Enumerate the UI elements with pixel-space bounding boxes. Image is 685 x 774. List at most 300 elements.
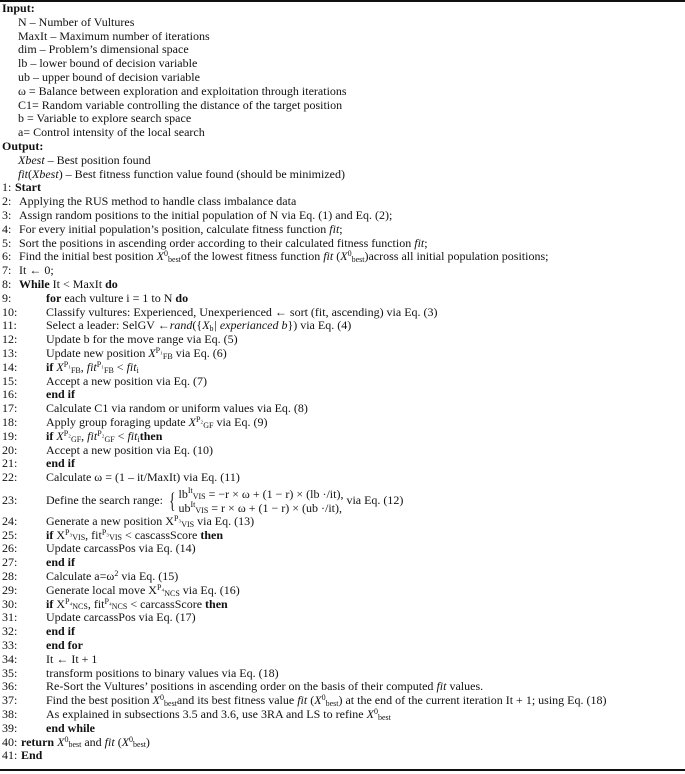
algorithm-line (2, 416, 682, 430)
line-number: 20: (2, 442, 18, 457)
superscript: 0 (321, 693, 326, 703)
algorithm-line (2, 430, 682, 444)
text-segment: and (81, 734, 105, 749)
text-segment: fit (86, 359, 97, 374)
line-number: 8: (2, 276, 12, 291)
text-segment: | experianced b (213, 318, 288, 333)
text-segment: Generate a new position X (46, 513, 174, 528)
input-item-text: b = Variable to explore search space (18, 111, 192, 126)
text-segment: ( (114, 734, 122, 749)
text-segment: via Eq. (15) (118, 569, 179, 584)
line-text (19, 223, 343, 237)
input-item-text: N – Number of Vultures (18, 14, 135, 29)
line-text (19, 209, 392, 223)
text-segment: then (200, 527, 224, 542)
text-segment: X (152, 693, 161, 708)
output-list (2, 154, 682, 182)
text-segment: Accept a new position via Eq. (7) (46, 373, 207, 388)
superscript: P₂ (195, 414, 204, 424)
line-text (46, 680, 483, 694)
text-segment: Find the best position (46, 693, 153, 708)
input-item (2, 112, 682, 126)
line-number: 10: (2, 304, 18, 319)
text-segment: End (21, 748, 43, 763)
text-segment: each vulture i = 1 to N (61, 290, 176, 305)
algorithm-line (2, 736, 682, 750)
line-text (46, 653, 97, 667)
algorithm-line (2, 653, 682, 667)
text-segment: < (114, 428, 128, 443)
subscript: NCS (164, 588, 180, 598)
input-item (2, 99, 682, 113)
output-heading-row (2, 140, 682, 154)
text-segment: fit (323, 249, 334, 264)
text-segment: fit (414, 235, 425, 250)
text-segment: X (314, 693, 322, 708)
text-segment: via Eq. (6) (172, 345, 227, 360)
line-text (46, 611, 196, 625)
text-segment: Select a leader: SelGV ← (46, 318, 170, 333)
input-item (2, 57, 682, 71)
text-segment: X (56, 359, 64, 374)
text-segment: Calculate C1 via random or uniform values via Eq. (8) (46, 401, 308, 416)
superscript: P₃ (173, 513, 182, 523)
line-text (46, 570, 178, 584)
input-item-text: a= Control intensity of the local search (18, 125, 205, 140)
line-text (46, 515, 254, 529)
line-number: 32: (2, 624, 18, 639)
line-number: 17: (2, 401, 18, 416)
line-text (46, 542, 196, 556)
line-text (46, 639, 83, 653)
algorithm-line (2, 237, 682, 251)
subscript: FB (70, 365, 81, 375)
line-number: 23: (2, 492, 18, 507)
text-segment: ({ (192, 318, 203, 333)
subscript: best (351, 255, 365, 265)
line-number: 38: (2, 707, 18, 722)
text-segment: fit (436, 679, 447, 694)
line-number: 16: (2, 387, 18, 402)
algorithm-line (2, 722, 682, 736)
algorithm-line (2, 402, 682, 416)
subscript: i (137, 434, 140, 444)
algorithm-line (2, 570, 682, 584)
text-segment: Re-Sort the Vultures’ positions in ascending order on the basis of their computed (46, 679, 437, 694)
line-number: 27: (2, 555, 18, 570)
text-segment: Update b for the move range via Eq. (5) (46, 332, 238, 347)
text-segment: For every initial population’s position, calculate fitness function (19, 221, 330, 236)
text-segment: fit (329, 221, 340, 236)
text-segment: Xbest (18, 152, 45, 167)
line-text (46, 625, 75, 639)
text-segment: X (188, 414, 196, 429)
algorithm-line (2, 292, 682, 306)
superscript: 0 (347, 249, 352, 259)
text-segment: Accept a new position via Eq. (10) (46, 442, 213, 457)
algorithm-line (2, 708, 682, 722)
text-segment: }) via Eq. (4) (287, 318, 352, 333)
line-text (19, 264, 54, 278)
text-segment: values. (446, 679, 484, 694)
algorithm-line (2, 625, 682, 639)
text-segment: if (46, 428, 57, 443)
algorithm-line (2, 584, 682, 598)
text-segment: via Eq. (12) (343, 492, 404, 507)
line-number: 36: (2, 679, 18, 694)
line-number: 5: (2, 235, 12, 250)
algorithm-line (2, 444, 682, 458)
input-item (2, 30, 682, 44)
line-number: 19: (2, 428, 18, 443)
text-segment: then (139, 428, 163, 443)
line-number: 22: (2, 470, 18, 485)
line-text (15, 181, 41, 195)
line-text (46, 556, 75, 570)
line-number: 40: (2, 734, 18, 749)
algorithm-line (2, 195, 682, 209)
text-segment: fit (104, 734, 115, 749)
line-number: 9: (2, 290, 12, 305)
algorithm-line (2, 680, 682, 694)
line-text (46, 319, 351, 333)
text-segment: Start (15, 180, 41, 195)
text-segment: Generate local move X (46, 582, 157, 597)
line-number: 41: (2, 748, 18, 763)
text-segment: do (105, 276, 118, 291)
superscript: P₂ (63, 428, 71, 438)
text-segment: end while (46, 720, 96, 735)
subscript: FB (162, 351, 173, 361)
line-number: 18: (2, 414, 18, 429)
line-text (46, 333, 238, 347)
line-text (46, 722, 95, 736)
subscript: best (133, 740, 146, 750)
line-text (46, 375, 207, 389)
text-segment: rand (169, 318, 193, 333)
text-segment: do (175, 290, 189, 305)
output-heading: Output: (2, 138, 44, 153)
algorithm-line (2, 319, 682, 333)
superscript: P₄ (156, 582, 165, 592)
line-text (46, 402, 308, 416)
text-segment: , (81, 428, 88, 443)
line-number: 14: (2, 359, 18, 374)
line-text (46, 485, 403, 515)
line-number: 26: (2, 541, 18, 556)
line-text (46, 306, 438, 320)
text-segment: < carcassScore (127, 596, 206, 611)
line-text (19, 250, 548, 264)
superscript: It (187, 486, 193, 496)
superscript: 0 (373, 707, 378, 717)
text-segment: if (46, 596, 57, 611)
line-number: 31: (2, 610, 18, 625)
algorithm-line (2, 542, 682, 556)
superscript: 0 (164, 249, 169, 259)
text-segment: Classify vultures: Experienced, Unexperienced ← sort (fit, ascending) via Eq. (3) (46, 304, 438, 319)
subscript: GF (70, 434, 82, 444)
line-text (46, 584, 240, 598)
subscript: VIS (192, 492, 206, 502)
text-segment: return (21, 734, 58, 749)
text-segment: ) (145, 734, 150, 749)
text-segment: X (57, 734, 65, 749)
algorithm-line (2, 667, 682, 681)
input-item (2, 43, 682, 57)
algorithm-line (2, 529, 682, 543)
text-segment: of the lowest fitness function (180, 249, 324, 264)
line-text (46, 457, 75, 471)
input-item (2, 126, 682, 140)
text-segment: It ← It + 1 (46, 651, 98, 666)
line-text (46, 471, 240, 485)
subscript: best (68, 740, 82, 750)
line-number: 37: (2, 693, 18, 708)
text-segment: Xbest (32, 166, 59, 181)
input-item-text: ω = Balance between exploration and exploitation through iterations (18, 83, 347, 98)
text-segment: and its best fitness value (176, 693, 298, 708)
algorithm-line (2, 598, 682, 612)
line-text (46, 416, 267, 430)
line-text (46, 388, 75, 402)
input-item-text: C1= Random variable controlling the distance of the target position (18, 97, 343, 112)
line-text (19, 195, 296, 209)
text-segment: ( (28, 166, 33, 181)
text-segment: Calculate ω = (1 – it/MaxIt) via Eq. (11) (46, 470, 240, 485)
text-segment: end if (46, 624, 76, 639)
line-number: 15: (2, 373, 18, 388)
text-segment: end if (46, 387, 76, 402)
algorithm-line (2, 749, 682, 763)
text-segment: Define the search range: (46, 492, 166, 507)
text-segment: ( (333, 249, 341, 264)
input-list (2, 16, 682, 140)
output-item (2, 168, 682, 182)
text-segment: fit (87, 428, 98, 443)
subscript: best (325, 699, 339, 709)
line-text (21, 749, 42, 763)
text-segment: Update new position (46, 345, 149, 360)
superscript: 2 (114, 569, 119, 579)
superscript: P₂ (97, 428, 105, 438)
line-number: 30: (2, 596, 18, 611)
superscript: P₄ (65, 596, 73, 606)
text-segment: fit (18, 166, 29, 181)
superscript: 0 (160, 693, 165, 703)
algorithm-line (2, 611, 682, 625)
line-text (19, 237, 428, 251)
line-number: 3: (2, 207, 12, 222)
text-segment: X (56, 527, 66, 542)
algorithm-line (2, 306, 682, 320)
input-item-text: lb – lower bound of decision variable (18, 56, 198, 71)
line-number: 12: (2, 332, 18, 347)
text-segment: )across all initial population positions; (364, 249, 549, 264)
line-number: 11: (2, 318, 17, 333)
subscript: VIS (181, 519, 195, 529)
text-segment: < cascassScore (121, 527, 201, 542)
subscript: NCS (111, 602, 128, 612)
line-text (46, 667, 279, 681)
algorithm-lines (2, 181, 682, 763)
line-number: 7: (2, 263, 12, 278)
line-text (46, 292, 188, 306)
text-segment: Calculate a=ω (46, 569, 115, 584)
text-segment: Assign random positions to the initial population of N via Eq. (1) and Eq. (2); (19, 207, 393, 222)
brace-symbol: { (169, 488, 176, 514)
line-text (21, 736, 150, 750)
line-number: 2: (2, 194, 12, 209)
algorithm-line (2, 333, 682, 347)
text-segment: ub (178, 501, 191, 516)
output-item-text (18, 154, 151, 168)
text-segment: Apply group foraging update (46, 414, 189, 429)
superscript: P₁ (155, 345, 163, 355)
line-text (19, 278, 118, 292)
text-segment: X (56, 428, 64, 443)
algorithm-block (2, 2, 682, 763)
superscript: 0 (129, 734, 134, 744)
algorithm-line (2, 515, 682, 529)
subscript: FB (104, 365, 114, 375)
algorithm-line (2, 181, 682, 195)
text-segment: It < MaxIt (49, 276, 106, 291)
algorithm-line (2, 347, 682, 361)
line-number: 4: (2, 221, 12, 236)
superscript: P₃ (65, 527, 73, 537)
text-segment: ; (339, 221, 343, 236)
line-number: 1: (2, 180, 12, 195)
text-segment: X (148, 345, 156, 360)
algorithm-line (2, 694, 682, 708)
line-number: 21: (2, 456, 18, 471)
input-item (2, 85, 682, 99)
algorithm-line (2, 457, 682, 471)
text-segment: ) at the end of the current iteration It + 1; using Eq. (18) (338, 693, 607, 708)
algorithm-line (2, 375, 682, 389)
input-item-text: ub – upper bound of decision variable (18, 69, 200, 84)
text-segment: via Eq. (16) (179, 582, 240, 597)
input-item-text: dim – Problem’s dimensional space (18, 42, 189, 57)
bottom-rule (0, 769, 685, 771)
output-item-text (18, 168, 345, 182)
algorithm-line (2, 471, 682, 485)
text-segment: via Eq. (13) (194, 513, 255, 528)
line-number: 28: (2, 569, 18, 584)
algorithm-line (2, 639, 682, 653)
subscript: best (377, 712, 391, 722)
text-segment: fit (127, 428, 138, 443)
subscript: NCS (72, 602, 88, 612)
line-text (46, 430, 162, 444)
text-segment: fit (126, 359, 137, 374)
input-item (2, 16, 682, 30)
line-number: 6: (2, 249, 12, 264)
equation-cases (179, 487, 344, 515)
algorithm-line (2, 278, 682, 292)
line-text (46, 694, 607, 708)
text-segment: X (202, 318, 210, 333)
line-number: 39: (2, 720, 18, 735)
text-segment: for (46, 290, 62, 305)
text-segment: X (121, 734, 130, 749)
line-number: 34: (2, 651, 18, 666)
input-heading-row (2, 2, 682, 16)
text-segment: Update carcassPos via Eq. (14) (46, 541, 196, 556)
subscript: GF (104, 434, 115, 444)
text-segment: , (80, 359, 87, 374)
text-segment: = −r × ω + (1 − r) × (lb ·/it), (205, 487, 344, 502)
line-number: 13: (2, 345, 18, 360)
subscript: i (136, 365, 139, 375)
output-item (2, 154, 682, 168)
text-segment: X (366, 707, 374, 722)
subscript: VIS (72, 533, 86, 543)
line-text (46, 361, 139, 375)
line-text (46, 708, 391, 722)
text-segment: ) – Best fitness function value found (should be minimized) (58, 166, 345, 181)
line-number: 25: (2, 527, 18, 542)
algorithm-line (2, 264, 682, 278)
text-segment: , fit (85, 527, 102, 542)
text-segment: It ← 0; (19, 263, 54, 278)
subscript: best (168, 255, 181, 265)
superscript: P₄ (104, 596, 112, 606)
line-text (46, 598, 228, 612)
line-number: 33: (2, 638, 18, 653)
text-segment: – Best position found (44, 152, 151, 167)
subscript: VIS (195, 506, 209, 516)
text-segment: via Eq. (9) (213, 414, 268, 429)
text-segment: X (156, 249, 165, 264)
algorithm-line (2, 209, 682, 223)
text-segment: While (19, 276, 50, 291)
line-number: 24: (2, 513, 18, 528)
subscript: VIS (109, 533, 122, 543)
subscript: GF (203, 420, 214, 430)
text-segment: < (113, 359, 127, 374)
algorithm-line (2, 556, 682, 570)
line-number: 35: (2, 665, 18, 680)
superscript: P₁ (96, 359, 104, 369)
input-item (2, 71, 682, 85)
text-segment: transform positions to binary values via Eq. (18) (46, 665, 279, 680)
line-text (46, 444, 213, 458)
input-item-text: MaxIt – Maximum number of iterations (18, 28, 210, 43)
text-segment: end for (46, 638, 83, 653)
superscript: It (190, 500, 196, 510)
text-segment: end if (46, 555, 76, 570)
text-segment: lb (178, 487, 188, 502)
text-segment: X (56, 596, 66, 611)
text-segment: if (46, 359, 57, 374)
superscript: P₁ (63, 359, 71, 369)
equation-case-row (179, 487, 344, 501)
line-number: 29: (2, 582, 18, 597)
text-segment: ( (307, 693, 315, 708)
text-segment: then (205, 596, 228, 611)
algorithm-line (2, 223, 682, 237)
text-segment: ; (424, 235, 428, 250)
algorithm-line (2, 485, 682, 515)
text-segment: Update carcassPos via Eq. (17) (46, 610, 196, 625)
text-segment: X (340, 249, 348, 264)
text-segment: Applying the RUS method to handle class imbalance data (19, 194, 297, 209)
text-segment: Find the initial best position (19, 249, 157, 264)
algorithm-line (2, 361, 682, 375)
text-segment: Sort the positions in ascending order according to their calculated fitness function (19, 235, 415, 250)
